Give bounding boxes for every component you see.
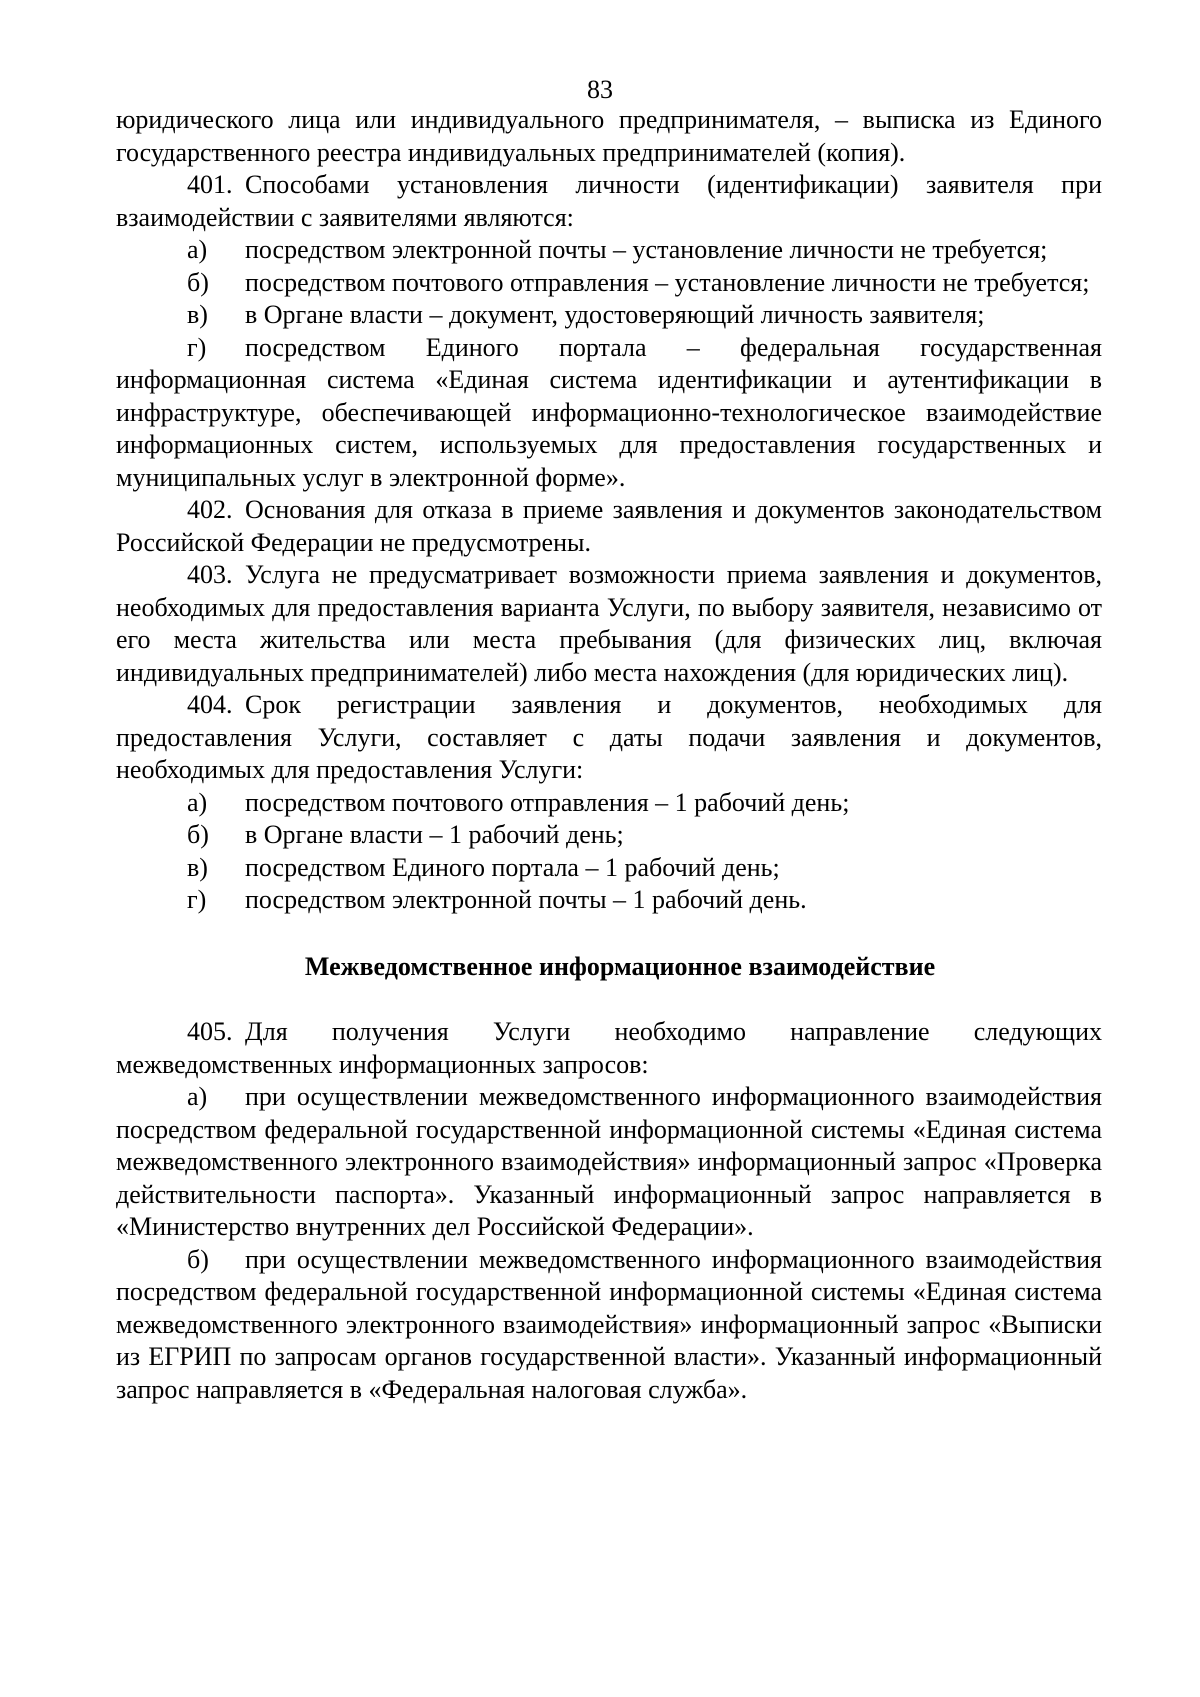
paragraph-number: 402. [187,495,233,524]
page-number: 83 [587,75,613,104]
list-item-text: в Органе власти – документ, удостоверяющий личность заявителя; [245,300,985,329]
list-item-401-a [116,234,1102,267]
paragraph-402 [116,494,1102,559]
paragraph-text: Способами установления личности (идентификации) заявителя при взаимодействии с заявителями являются: [116,170,1102,232]
list-item-text: посредством электронной почты – установление личности не требуется; [245,235,1048,264]
list-item-text: в Органе власти – 1 рабочий день; [245,820,624,849]
paragraph-text: Для получения Услуги необходимо направление следующих межведомственных информационных запросов: [116,1017,1102,1079]
list-marker: б) [187,1244,209,1274]
paragraph-401 [116,169,1102,234]
paragraph-text: Основания для отказа в приеме заявления и документов законодательством Российской Федерации не предусмотрены. [116,495,1102,557]
list-item-405-b [116,1244,1102,1407]
paragraph-403 [116,559,1102,689]
paragraph-text: Срок регистрации заявления и документов, необходимых для предоставления Услуги, составляет с даты подачи заявления и документов, необходимых для предоставления Услуги: [116,690,1102,784]
list-item-404-v [116,852,1102,885]
paragraph-405 [116,1016,1102,1081]
list-item-405-a [116,1081,1102,1244]
list-item-401-g [116,332,1102,495]
paragraph-number: 401. [187,170,233,199]
document-body [116,104,1102,1406]
list-marker: а) [187,787,208,817]
paragraph-continuation: юридического лица или индивидуального предпринимателя, – выписка из Единого государственного реестра индивидуальных предпринимателей (копия). [116,105,1102,167]
list-item-text: посредством электронной почты – 1 рабочий день. [245,885,807,914]
list-item-401-b [116,267,1102,300]
list-item-text: посредством почтового отправления – установление личности не требуется; [245,267,1090,297]
paragraph-number: 403. [187,560,233,589]
list-marker: а) [187,1082,208,1111]
paragraph-404 [116,689,1102,787]
paragraph-text: Услуга не предусматривает возможности приема заявления и документов, необходимых для предоставления варианта Услуги, по выбору заявителя, независимо от его места жительства или места пребывания (для физических лиц, включая индивидуальных предпринимателей) либо места нахождения (для юридических лиц). [116,560,1102,687]
paragraph-number: 404. [187,690,233,719]
list-item-404-g [116,884,1102,917]
list-item-text: посредством почтового отправления – 1 рабочий день; [245,787,850,817]
list-item-404-b [116,819,1102,852]
list-item-text: посредством Единого портала – 1 рабочий день; [245,852,780,882]
list-item-text: при осуществлении межведомственного информационного взаимодействия посредством федеральной государственной информационной системы «Единая система межведомственного электронного взаимодействия» информационный запрос «Проверка действительности паспорта». Указанный информационный запрос направляется в «Министерство внутренних дел Российской Федерации». [116,1082,1102,1241]
paragraph-number: 405. [187,1017,233,1046]
section-heading: Межведомственное информационное взаимодействие [304,951,936,981]
list-marker: г) [187,885,207,914]
list-marker: г) [187,332,207,362]
list-marker: б) [187,820,209,849]
list-item-401-v [116,299,1102,332]
list-marker: а) [187,235,208,264]
list-marker: б) [187,267,209,297]
list-marker: в) [187,852,208,882]
list-item-404-a [116,787,1102,820]
list-marker: в) [187,300,208,329]
list-item-text: при осуществлении межведомственного информационного взаимодействия посредством федеральной государственной информационной системы «Единая система межведомственного электронного взаимодействия» информационный запрос «Выписки из ЕГРИП по запросам органов государственной власти». Указанный информационный запрос направляется в «Федеральная налоговая служба». [116,1244,1102,1404]
list-item-text: посредством Единого портала – федеральная государственная информационная система «Единая система идентификации и аутентификации в инфраструктуре, обеспечивающей информационно-технологическое взаимодействие информационных систем, используемых для предоставления государственных и муниципальных услуг в электронной форме». [116,332,1102,492]
